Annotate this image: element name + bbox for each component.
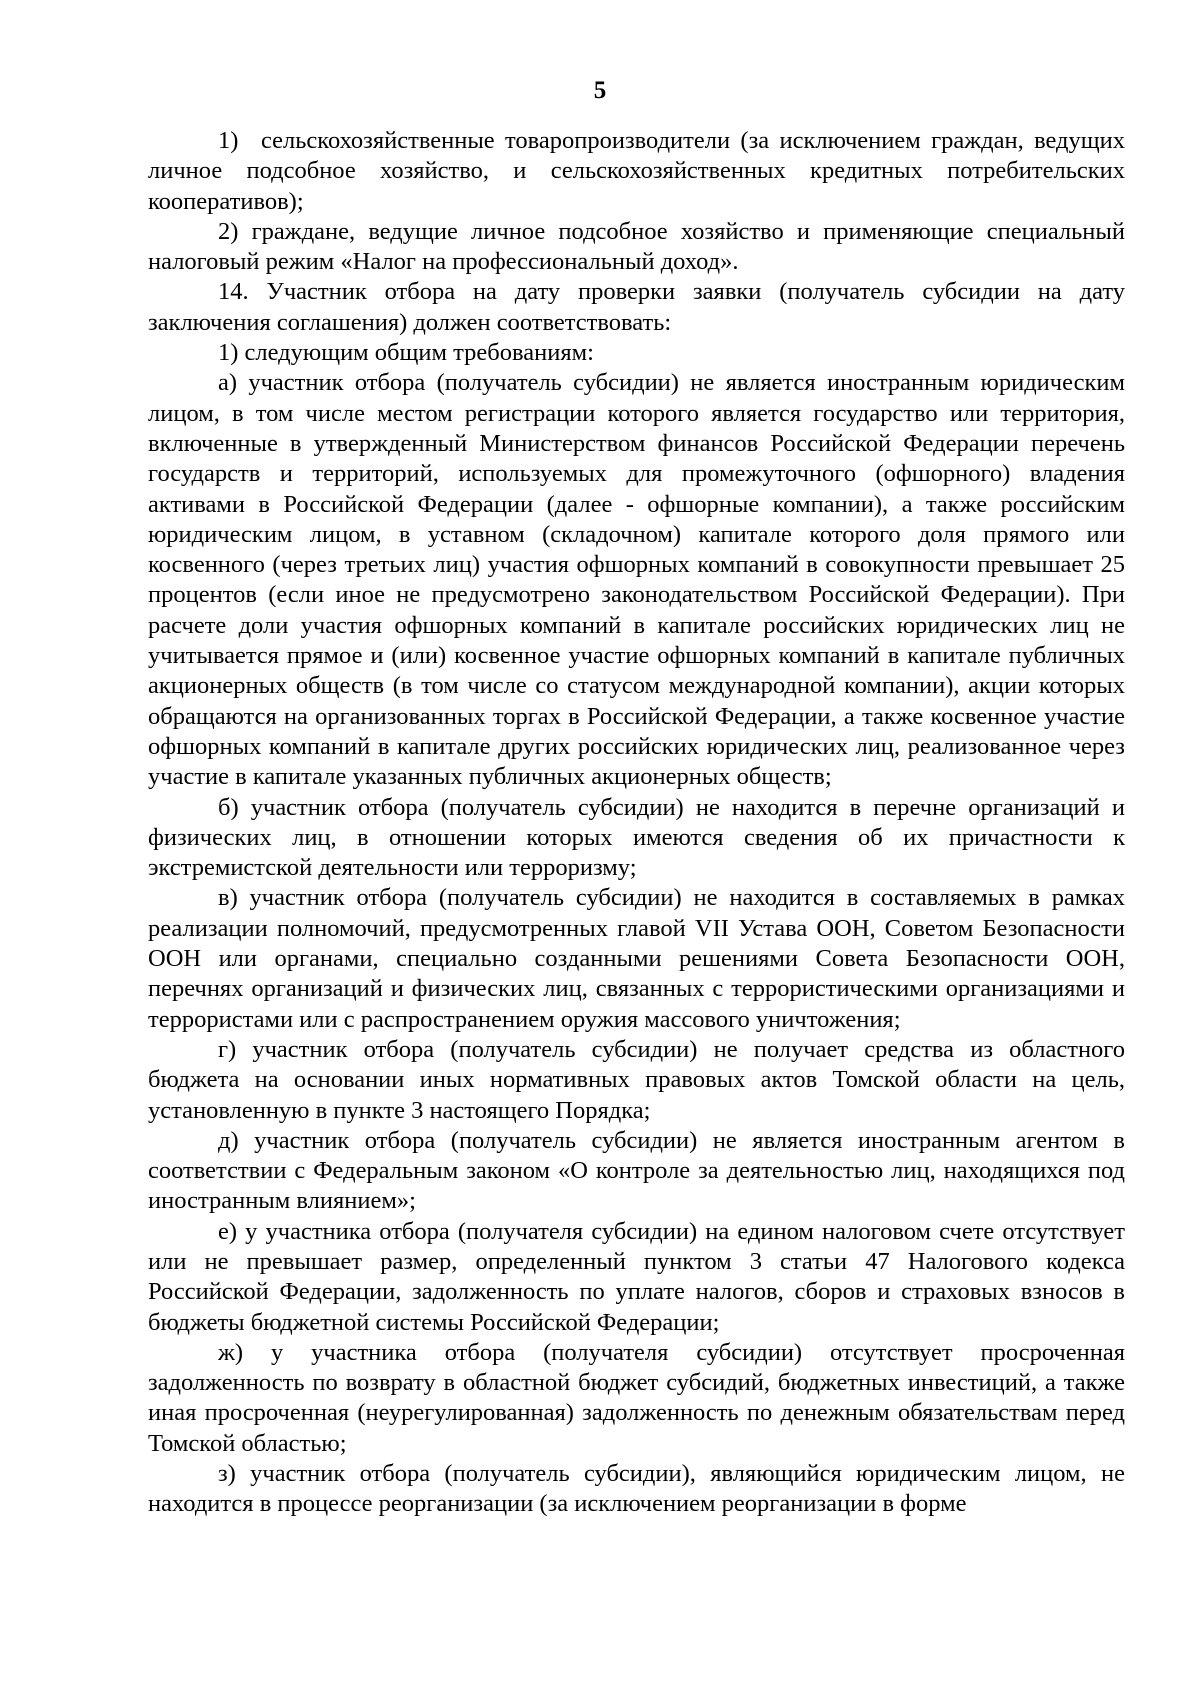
paragraph-subitem-e: е) у участника отбора (получателя субсидии) на едином налоговом счете отсутствует или не превышает размер, определенный пунктом 3 статьи 47 Налогового кодекса Российской Федерации, задолженность по уплате налогов, сборов и страховых взносов в бюджеты бюджетной системы Российской Федерации; <box>148 1217 1125 1336</box>
paragraph-subitem-b: б) участник отбора (получатель субсидии) не находится в перечне организаций и физических лиц, в отношении которых имеются сведения об их причастности к экстремистской деятельности или терроризму; <box>148 793 1125 882</box>
paragraph-subitem-z: з) участник отбора (получатель субсидии), являющийся юридическим лицом, не находится в процессе реорганизации (за исключением реорганизации в форме <box>148 1460 1125 1518</box>
paragraph-item-2: 2) граждане, ведущие личное подсобное хозяйство и применяющие специальный налоговый режим «Налог на профессиональный доход». <box>148 217 1125 276</box>
page-number: 5 <box>593 77 607 104</box>
paragraph-subitem-zh: ж) у участника отбора (получателя субсидии) отсутствует просроченная задолженность по возврату в областной бюджет субсидий, бюджетных инвестиций, а также иная просроченная (неурегулированная) задолженность по денежным обязательствам перед Томской областью; <box>148 1338 1125 1457</box>
paragraph-subitem-v: в) участник отбора (получатель субсидии) не находится в составляемых в рамках реализации полномочий, предусмотренных главой VII Устава ООН, Советом Безопасности ООН или органами, специально созданными решениями Совета Безопасности ООН, перечнях организаций и физических лиц, связанных с террористическими организациями и террористами или с распространением оружия массового уничтожения; <box>148 884 1125 1033</box>
paragraph-subitem-a: а) участник отбора (получатель субсидии) не является иностранным юридическим лицом, в том числе местом регистрации которого является государство или территория, включенные в утвержденный Министерством финансов Российской Федерации перечень государств и территорий, используемых для промежуточного (офшорного) владения активами в Российской Федерации (далее - офшорные компании), а также российским юридическим лицом, в уставном (складочном) капитале которого доля прямого или косвенного (через третьих лиц) участия офшорных компаний в совокупности превышает 25 процентов (если иное не предусмотрено законодательством Российской Федерации). При расчете доли участия офшорных компаний в капитале российских юридических лиц не учитывается прямое и (или) косвенное участие офшорных компаний в капитале публичных акционерных обществ (в том числе со статусом международной компании), акции которых обращаются на организованных торгах в Российской Федерации, а также косвенное участие офшорных компаний в капитале других российских юридических лиц, реализованное через участие в капитале указанных публичных акционерных обществ; <box>148 369 1125 791</box>
document-body <box>148 126 1125 1520</box>
paragraph-subitem-d: д) участник отбора (получатель субсидии) не является иностранным агентом в соответствии с Федеральным законом «О контроле за деятельностью лиц, находящихся под иностранным влиянием»; <box>148 1126 1125 1215</box>
paragraph-subitem-g: г) участник отбора (получатель субсидии) не получает средства из областного бюджета на основании иных нормативных правовых актов Томской области на цель, установленную в пункте 3 настоящего Порядка; <box>148 1035 1125 1124</box>
paragraph-clause-14: 14. Участник отбора на дату проверки заявки (получатель субсидии на дату заключения соглашения) должен соответствовать: <box>148 278 1125 336</box>
paragraph-general-requirements: 1) следующим общим требованиям: <box>218 339 594 367</box>
paragraph-item-1: 1) сельскохозяйственные товаропроизводители (за исключением граждан, ведущих личное подсобное хозяйство, и сельскохозяйственных кредитных потребительских кооперативов); <box>148 127 1125 215</box>
